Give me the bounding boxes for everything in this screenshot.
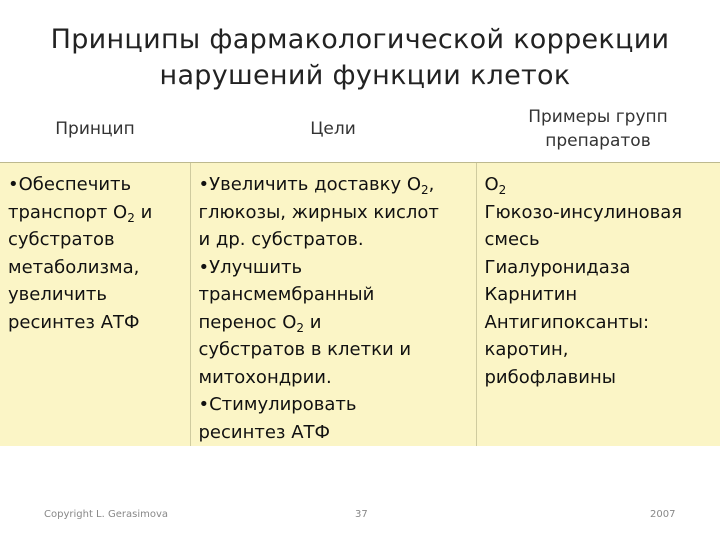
principle-line: субстратов bbox=[8, 229, 115, 250]
principle-line: •Обеспечить bbox=[8, 174, 132, 195]
slide-title bbox=[0, 22, 720, 94]
goals-line: субстратов в клетки и bbox=[198, 339, 412, 360]
goals-line: и др. субстратов. bbox=[198, 229, 364, 250]
examples-line: каротин, bbox=[484, 339, 569, 360]
header-examples: Примеры групп препаратов bbox=[476, 96, 720, 163]
cell-examples bbox=[476, 163, 720, 447]
goals-line: митохондрии. bbox=[198, 366, 332, 388]
goals-line: •Стимулировать bbox=[198, 394, 357, 415]
examples-line: смесь bbox=[484, 229, 540, 250]
goals-line: •Улучшить bbox=[198, 256, 303, 278]
slide-title-line-1: Принципы фармакологической коррекции bbox=[50, 24, 670, 55]
goals-line: глюкозы, жирных кислот bbox=[198, 201, 439, 223]
goals-line: ресинтез АТФ bbox=[198, 421, 331, 443]
examples-line: Гиалуронидаза bbox=[484, 256, 631, 278]
cell-goals bbox=[190, 163, 476, 447]
goals-line: трансмембранный bbox=[198, 284, 375, 305]
principle-line: транспорт О bbox=[8, 201, 128, 223]
examples-line: Антигипоксанты: bbox=[484, 311, 650, 333]
goals-line: , bbox=[428, 174, 435, 195]
goals-line: и bbox=[304, 311, 322, 333]
slide-title-line-2: нарушений функции клеток bbox=[159, 60, 571, 91]
cell-principle bbox=[0, 163, 190, 447]
table-row bbox=[0, 163, 720, 447]
principles-table bbox=[0, 96, 720, 446]
subscript: 2 bbox=[421, 183, 429, 197]
footer-page-number: 37 bbox=[355, 509, 368, 520]
examples-line: Гюкозо-инсулиновая bbox=[484, 201, 683, 223]
examples-line: Карнитин bbox=[484, 284, 578, 305]
examples-line: рибофлавины bbox=[484, 366, 616, 388]
table-header-row bbox=[0, 96, 720, 163]
examples-line: О bbox=[484, 174, 499, 195]
principle-line: ресинтез АТФ bbox=[8, 311, 140, 333]
subscript: 2 bbox=[127, 210, 135, 225]
footer-copyright: Copyright L. Gerasimova bbox=[44, 509, 169, 520]
principle-line: и bbox=[134, 201, 153, 223]
principle-line: метаболизма, bbox=[8, 256, 140, 278]
footer-year: 2007 bbox=[650, 509, 676, 520]
header-goals: Цели bbox=[190, 96, 476, 163]
header-principle: Принцип bbox=[0, 96, 190, 163]
principle-line: увеличить bbox=[8, 284, 107, 305]
subscript: 2 bbox=[498, 183, 507, 197]
subscript: 2 bbox=[296, 320, 305, 335]
goals-line: перенос О bbox=[198, 311, 297, 333]
goals-line: •Увеличить доставку О bbox=[198, 174, 422, 195]
